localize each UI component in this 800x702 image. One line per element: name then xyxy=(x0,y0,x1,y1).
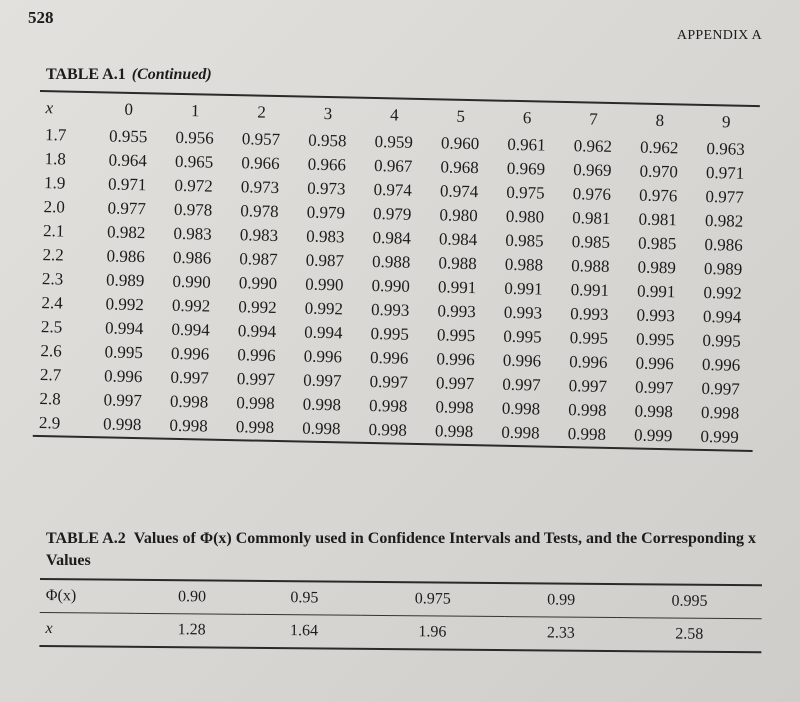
table-a1-row-x: 2.0 xyxy=(43,197,66,217)
table-cell: 0.996 xyxy=(170,343,210,364)
table-a1-row-x: 2.3 xyxy=(41,269,64,289)
table-cell: 0.992 xyxy=(238,297,277,318)
table-cell: 0.998 xyxy=(568,400,607,420)
table-a1-row-x: 2.9 xyxy=(38,413,61,433)
table-a1-column-header: 0 xyxy=(124,99,134,119)
table-a2-x-value: 1.96 xyxy=(418,623,447,641)
table-cell: 0.971 xyxy=(705,162,745,183)
table-cell: 0.998 xyxy=(235,417,275,437)
table-a1-row-x: 2.5 xyxy=(40,317,63,337)
table-cell: 0.994 xyxy=(304,322,343,343)
table-cell: 0.998 xyxy=(302,394,342,415)
table-a2-phi-value: 0.975 xyxy=(360,583,505,617)
table-cell: 0.996 xyxy=(569,352,608,372)
table-cell: 0.959 xyxy=(374,132,414,152)
table-cell: 0.999 xyxy=(633,425,673,446)
table-cell: 0.998 xyxy=(169,391,209,412)
table-cell: 0.998 xyxy=(567,424,607,444)
table-cell: 0.996 xyxy=(502,350,542,371)
table-a2-phi-value: 0.99 xyxy=(505,584,618,617)
table-cell: 0.963 xyxy=(706,138,745,159)
table-a1-caption xyxy=(46,66,212,84)
table-cell: 0.983 xyxy=(239,225,279,246)
table-cell: 0.995 xyxy=(436,325,476,346)
table-cell: 0.979 xyxy=(372,204,412,224)
table-cell: 0.973 xyxy=(240,177,280,198)
table-cell: 0.998 xyxy=(434,421,474,442)
table-cell: 0.998 xyxy=(501,422,540,443)
table-a1-row-x: 2.2 xyxy=(42,245,64,265)
table-cell: 0.968 xyxy=(440,157,479,178)
table-a1-column-header: 7 xyxy=(588,109,598,129)
table-cell: 0.975 xyxy=(506,182,545,203)
table-cell: 0.991 xyxy=(636,281,676,302)
table-cell: 0.988 xyxy=(504,254,544,275)
table-a2-phi-value: 0.90 xyxy=(136,581,249,614)
table-cell: 0.994 xyxy=(237,321,277,341)
table-cell: 0.962 xyxy=(639,137,679,158)
page-number: 528 xyxy=(28,8,54,27)
table-cell: 0.995 xyxy=(370,323,410,344)
table-a1-column-header: 1 xyxy=(190,101,200,121)
table-cell: 0.983 xyxy=(306,226,345,247)
table-cell: 0.995 xyxy=(702,330,741,351)
table-a1-column-header: 2 xyxy=(257,102,267,122)
table-cell: 0.997 xyxy=(568,376,608,396)
table-cell: 0.985 xyxy=(505,230,544,251)
table-cell: 0.995 xyxy=(104,342,144,363)
table-a1-row-x: 1.7 xyxy=(44,125,67,145)
table-a1-row-header: x xyxy=(45,98,54,118)
table-cell: 0.987 xyxy=(239,249,278,270)
table-cell: 0.995 xyxy=(503,326,542,347)
table-cell: 0.998 xyxy=(169,415,208,436)
table-cell: 0.991 xyxy=(437,277,477,298)
table-cell: 0.990 xyxy=(371,275,411,296)
table-cell: 0.996 xyxy=(103,366,143,387)
table-a1-column-header: 3 xyxy=(323,103,333,124)
table-cell: 0.995 xyxy=(635,329,675,350)
table-cell: 0.982 xyxy=(704,210,744,231)
table-cell: 0.992 xyxy=(105,294,145,315)
table-cell: 0.974 xyxy=(439,181,479,202)
table-cell: 0.998 xyxy=(700,402,740,423)
table-cell: 0.996 xyxy=(303,346,343,367)
table-cell: 0.985 xyxy=(571,232,611,252)
table-cell: 0.978 xyxy=(173,199,213,220)
table-cell: 0.997 xyxy=(170,367,209,388)
table-a1-body xyxy=(33,123,759,450)
table-a1-grid xyxy=(33,92,760,450)
table-cell: 0.996 xyxy=(635,353,675,374)
table-a2-x-value: 1.64 xyxy=(289,622,319,640)
table-cell: 0.987 xyxy=(305,250,345,271)
table-cell: 0.999 xyxy=(700,426,739,447)
table-cell: 0.976 xyxy=(638,185,678,206)
table-cell: 0.989 xyxy=(637,257,677,278)
table-a2-phi-label: Φ(x) xyxy=(40,580,136,613)
table-cell: 0.988 xyxy=(438,253,477,274)
table-cell: 0.998 xyxy=(302,418,341,439)
table-cell: 0.985 xyxy=(637,233,677,254)
table-cell: 0.991 xyxy=(504,278,543,299)
table-cell: 0.986 xyxy=(106,246,146,267)
table-cell: 0.969 xyxy=(573,160,612,180)
table-cell: 0.977 xyxy=(107,198,147,219)
table-cell: 0.972 xyxy=(174,175,213,196)
table-cell: 0.990 xyxy=(172,271,211,292)
table-cell: 0.997 xyxy=(634,377,674,398)
table-cell: 0.992 xyxy=(304,298,344,319)
table-cell: 0.994 xyxy=(171,319,210,340)
table-cell: 0.997 xyxy=(502,374,541,395)
table-cell: 0.970 xyxy=(639,161,679,182)
table-cell: 0.986 xyxy=(704,234,743,255)
table-cell: 0.994 xyxy=(702,306,742,327)
table-cell: 0.996 xyxy=(237,345,276,365)
table-a2-phi-value: 0.95 xyxy=(248,582,361,615)
table-cell: 0.990 xyxy=(305,274,344,295)
table-cell: 0.996 xyxy=(369,347,409,368)
table-cell: 0.988 xyxy=(371,251,411,272)
table-a1 xyxy=(33,90,760,452)
table-cell: 0.961 xyxy=(507,134,546,155)
table-a2 xyxy=(39,578,762,653)
table-cell: 0.997 xyxy=(435,373,475,394)
table-cell: 0.978 xyxy=(240,201,279,222)
table-cell: 0.957 xyxy=(241,129,281,150)
table-a2-caption xyxy=(46,528,766,572)
table-a1-row-x: 2.8 xyxy=(39,389,61,409)
table-cell: 0.989 xyxy=(105,270,145,291)
table-cell: 0.997 xyxy=(236,369,276,389)
table-cell: 0.993 xyxy=(503,302,543,323)
table-cell: 0.966 xyxy=(307,154,347,175)
table-a1-row-x: 2.6 xyxy=(40,341,62,361)
table-cell: 0.966 xyxy=(241,153,280,174)
table-a1-column-header: 6 xyxy=(522,108,532,128)
table-a1-row-x: 1.8 xyxy=(44,149,67,169)
table-a1-row-x: 2.4 xyxy=(41,293,63,313)
table-cell: 0.969 xyxy=(506,158,546,179)
table-cell: 0.984 xyxy=(438,229,478,250)
table-cell: 0.956 xyxy=(175,127,214,148)
table-cell: 0.977 xyxy=(705,186,744,207)
table-a1-column-header: 4 xyxy=(389,105,399,125)
table-cell: 0.983 xyxy=(173,223,212,244)
table-cell: 0.997 xyxy=(103,390,143,411)
table-cell: 0.993 xyxy=(437,301,476,322)
table-cell: 0.967 xyxy=(373,156,413,176)
table-a2-x-value: 2.58 xyxy=(675,625,704,643)
table-cell: 0.971 xyxy=(107,174,147,195)
table-a1-row-x: 1.9 xyxy=(43,173,66,193)
table-cell: 0.993 xyxy=(370,299,410,320)
table-cell: 0.992 xyxy=(171,295,211,316)
table-cell: 0.998 xyxy=(368,395,408,416)
table-cell: 0.973 xyxy=(307,178,346,199)
table-cell: 0.974 xyxy=(373,180,413,200)
table-a2-x-value: 1.28 xyxy=(177,621,206,639)
table-a2-x-value: 2.33 xyxy=(546,624,575,642)
table-cell: 0.976 xyxy=(572,184,612,204)
table-a1-row-x: 2.7 xyxy=(39,365,62,385)
table-cell: 0.964 xyxy=(108,150,148,171)
table-a2-label: TABLE A.2 xyxy=(46,530,126,547)
table-cell: 0.984 xyxy=(372,228,412,248)
table-cell: 0.992 xyxy=(703,282,742,303)
running-head: APPENDIX A xyxy=(676,28,762,43)
table-cell: 0.960 xyxy=(440,133,480,154)
table-a2-x-label: x xyxy=(45,620,53,638)
table-cell: 0.981 xyxy=(638,209,678,230)
table-cell: 0.988 xyxy=(571,256,610,276)
table-cell: 0.986 xyxy=(172,247,212,268)
table-cell: 0.958 xyxy=(308,130,347,151)
table-cell: 0.998 xyxy=(435,397,474,418)
table-cell: 0.997 xyxy=(369,371,409,392)
table-cell: 0.998 xyxy=(368,419,408,440)
table-cell: 0.965 xyxy=(174,151,214,172)
table-cell: 0.962 xyxy=(573,136,613,156)
table-a2-phi-value: 0.995 xyxy=(617,585,762,619)
table-a2-grid xyxy=(39,580,762,651)
table-cell: 0.998 xyxy=(236,393,275,413)
table-cell: 0.993 xyxy=(636,305,676,326)
table-a1-column-header: 8 xyxy=(655,110,665,131)
table-a2-title: Values of Φ(x) Commonly used in Confidence Intervals and Tests, and the Corresponding x Values xyxy=(46,530,756,569)
table-cell: 0.982 xyxy=(106,222,146,243)
table-cell: 0.989 xyxy=(703,258,743,279)
table-cell: 0.993 xyxy=(570,304,609,324)
table-cell: 0.996 xyxy=(701,354,741,375)
table-cell: 0.994 xyxy=(104,318,144,339)
table-a1-label: TABLE A.1 xyxy=(46,66,126,83)
table-cell: 0.979 xyxy=(306,202,346,223)
table-cell: 0.998 xyxy=(102,414,142,435)
table-a1-column-header: 5 xyxy=(456,106,466,126)
table-cell: 0.998 xyxy=(634,401,674,422)
table-a1-subtitle: (Continued) xyxy=(131,66,212,83)
table-cell: 0.981 xyxy=(572,208,611,228)
table-cell: 0.990 xyxy=(238,273,278,294)
table-cell: 0.998 xyxy=(501,398,541,419)
table-a1-column-header: 9 xyxy=(721,112,731,132)
table-cell: 0.995 xyxy=(569,328,609,348)
table-cell: 0.996 xyxy=(436,349,475,370)
table-a1-row-x: 2.1 xyxy=(42,221,65,241)
table-cell: 0.997 xyxy=(303,370,342,391)
table-cell: 0.955 xyxy=(108,126,148,147)
table-cell: 0.980 xyxy=(439,205,478,226)
table-cell: 0.997 xyxy=(701,378,740,399)
table-cell: 0.991 xyxy=(570,280,610,300)
table-cell: 0.980 xyxy=(505,206,545,227)
